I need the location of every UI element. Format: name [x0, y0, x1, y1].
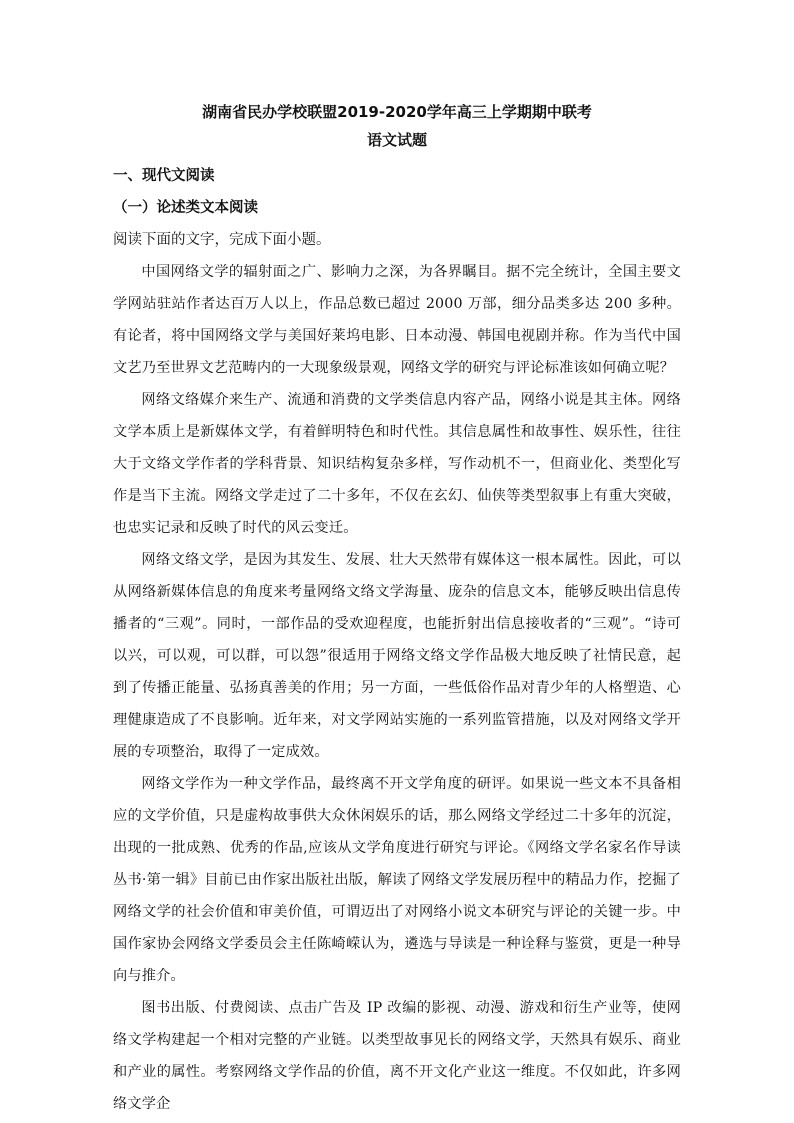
- paragraph-1: 中国网络文学的辐射面之广、影响力之深，为各界瞩目。据不完全统计，全国主要文学网站驻站作者达百万人以上，作品总数已超过 2000 万部，细分品类多达 200 多种。有论者，将中国网络文学与美国好莱坞电影、日本动漫、韩国电视剧并称。作为当代中国文艺乃至世界文艺范畴内的一大现象级景观，网络文学的研究与评论标准该如何确立呢？: [113, 264, 681, 376]
- subsection-heading-argumentative: （一）论述类文本阅读: [113, 200, 258, 216]
- paragraph-2: 网络文络媒介来生产、流通和消费的文学类信息内容产品，网络小说是其主体。网络文学本质上是新媒体文学，有着鲜明特色和时代性。其信息属性和故事性、娱乐性，往往大于文络文学作者的学科背景、知识结构复杂多样，写作动机不一，但商业化、类型化写作是当下主流。网络文学走过了二十多年，不仅在玄幻、仙侠等类型叙事上有重大突破，也忠实记录和反映了时代的风云变迁。: [113, 392, 681, 536]
- document-title: 湖南省民办学校联盟2019-2020学年高三上学期期中联考: [202, 103, 592, 121]
- paragraph-3: 网络文络文学，是因为其发生、发展、壮大天然带有媒体这一根本属性。因此，可以从网络新媒体信息的角度来考量网络文络文学海量、庞杂的信息文本，能够反映出信息传播者的“三观”。同时，一部作品的受欢迎程度，也能折射出信息接收者的“三观”。“诗可以兴，可以观，可以群，可以怨”很适用于网络文络文学作品极大地反映了社情民意，起到了传播正能量、弘扬真善美的作用；另一方面，一些低俗作品对青少年的人格塑造、心理健康造成了不良影响。近年来，对文学网站实施的一系列监管措施，以及对网络文学开展的专项整治，取得了一定成效。: [113, 552, 681, 760]
- paragraph-4: 网络文学作为一种文学作品，最终离不开文学角度的研评。如果说一些文本不具备相应的文学价值，只是虚构故事供大众休闲娱乐的话，那么网络文学经过二十多年的沉淀，出现的一批成熟、优秀的作品,应该从文学角度进行研究与评论。《网络文学名家名作导读丛书·第一辑》目前已由作家出版社出版，解读了网络文学发展历程中的精品力作，挖掘了网络文学的社会价值和审美价值，可谓迈出了对网络小说文本研究与评论的关键一步。中国作家协会网络文学委员会主任陈崎嵘认为，遴选与导读是一种诠释与鉴赏，更是一种导向与推介。: [113, 776, 681, 984]
- reading-instruction: 阅读下面的文字，完成下面小题。: [113, 232, 331, 248]
- paragraph-5: 图书出版、付费阅读、点击广告及 IP 改编的影视、动漫、游戏和衍生产业等，使网络文学构建起一个相对完整的产业链。以类型故事见长的网络文学，天然具有娱乐、商业和产业的属性。考察网络文学作品的价值，离不开文化产业这一维度。不仅如此，许多网络文学企: [113, 1000, 681, 1112]
- document-subtitle: 语文试题: [366, 131, 427, 149]
- document-content: [113, 98, 681, 1120]
- section-heading-modern-reading: 一、现代文阅读: [113, 168, 215, 184]
